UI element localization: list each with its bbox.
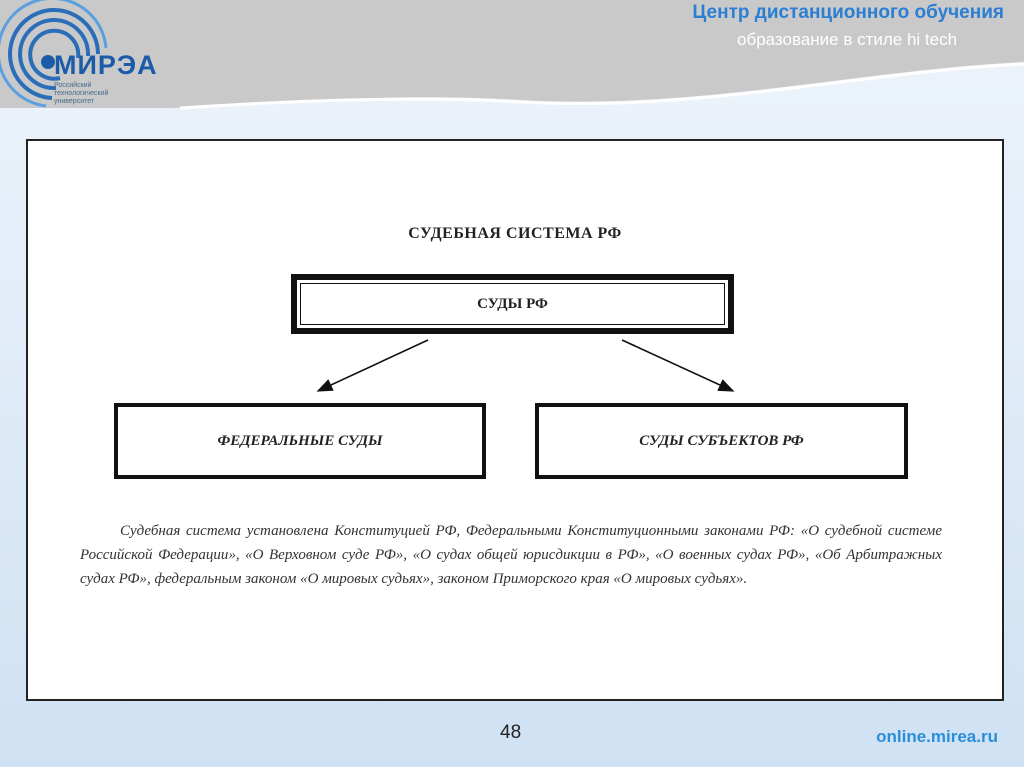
header-bar — [0, 0, 1024, 110]
subject-courts-box: СУДЫ СУБЪЕКТОВ РФ — [535, 403, 908, 479]
federal-courts-box: ФЕДЕРАЛЬНЫЕ СУДЫ — [114, 403, 486, 479]
footer-url-link[interactable]: online.mirea.ru — [876, 727, 998, 746]
description-text: Судебная система установлена Конституцией РФ, Федеральными Конституционными законами РФ: «О судебной системе Российской Федерации», «О Верховном суде РФ», «О судах общей юрисдикции в РФ», «О военных судах РФ», «Об Арбитражных судах РФ», федеральным законом «О мировых судьях», законом Приморского края «О мировых судьях». — [80, 523, 942, 587]
page-number: 48 — [500, 722, 522, 743]
courts-rf-box: СУДЫ РФ — [291, 274, 734, 334]
logo-text: МИРЭА — [54, 50, 158, 80]
slide-content — [26, 139, 1004, 701]
scheme-title: СУДЕБНАЯ СИСТЕМА РФ — [408, 225, 622, 242]
arrow-to-federal — [318, 340, 428, 391]
center-subtitle: образование в стиле hi tech — [737, 30, 958, 49]
mirea-logo[interactable] — [0, 0, 175, 110]
center-title: Центр дистанционного обучения — [692, 2, 1004, 23]
logo-subtitle: Российский технологический университет — [54, 82, 109, 105]
arrow-to-subjects — [622, 340, 733, 391]
